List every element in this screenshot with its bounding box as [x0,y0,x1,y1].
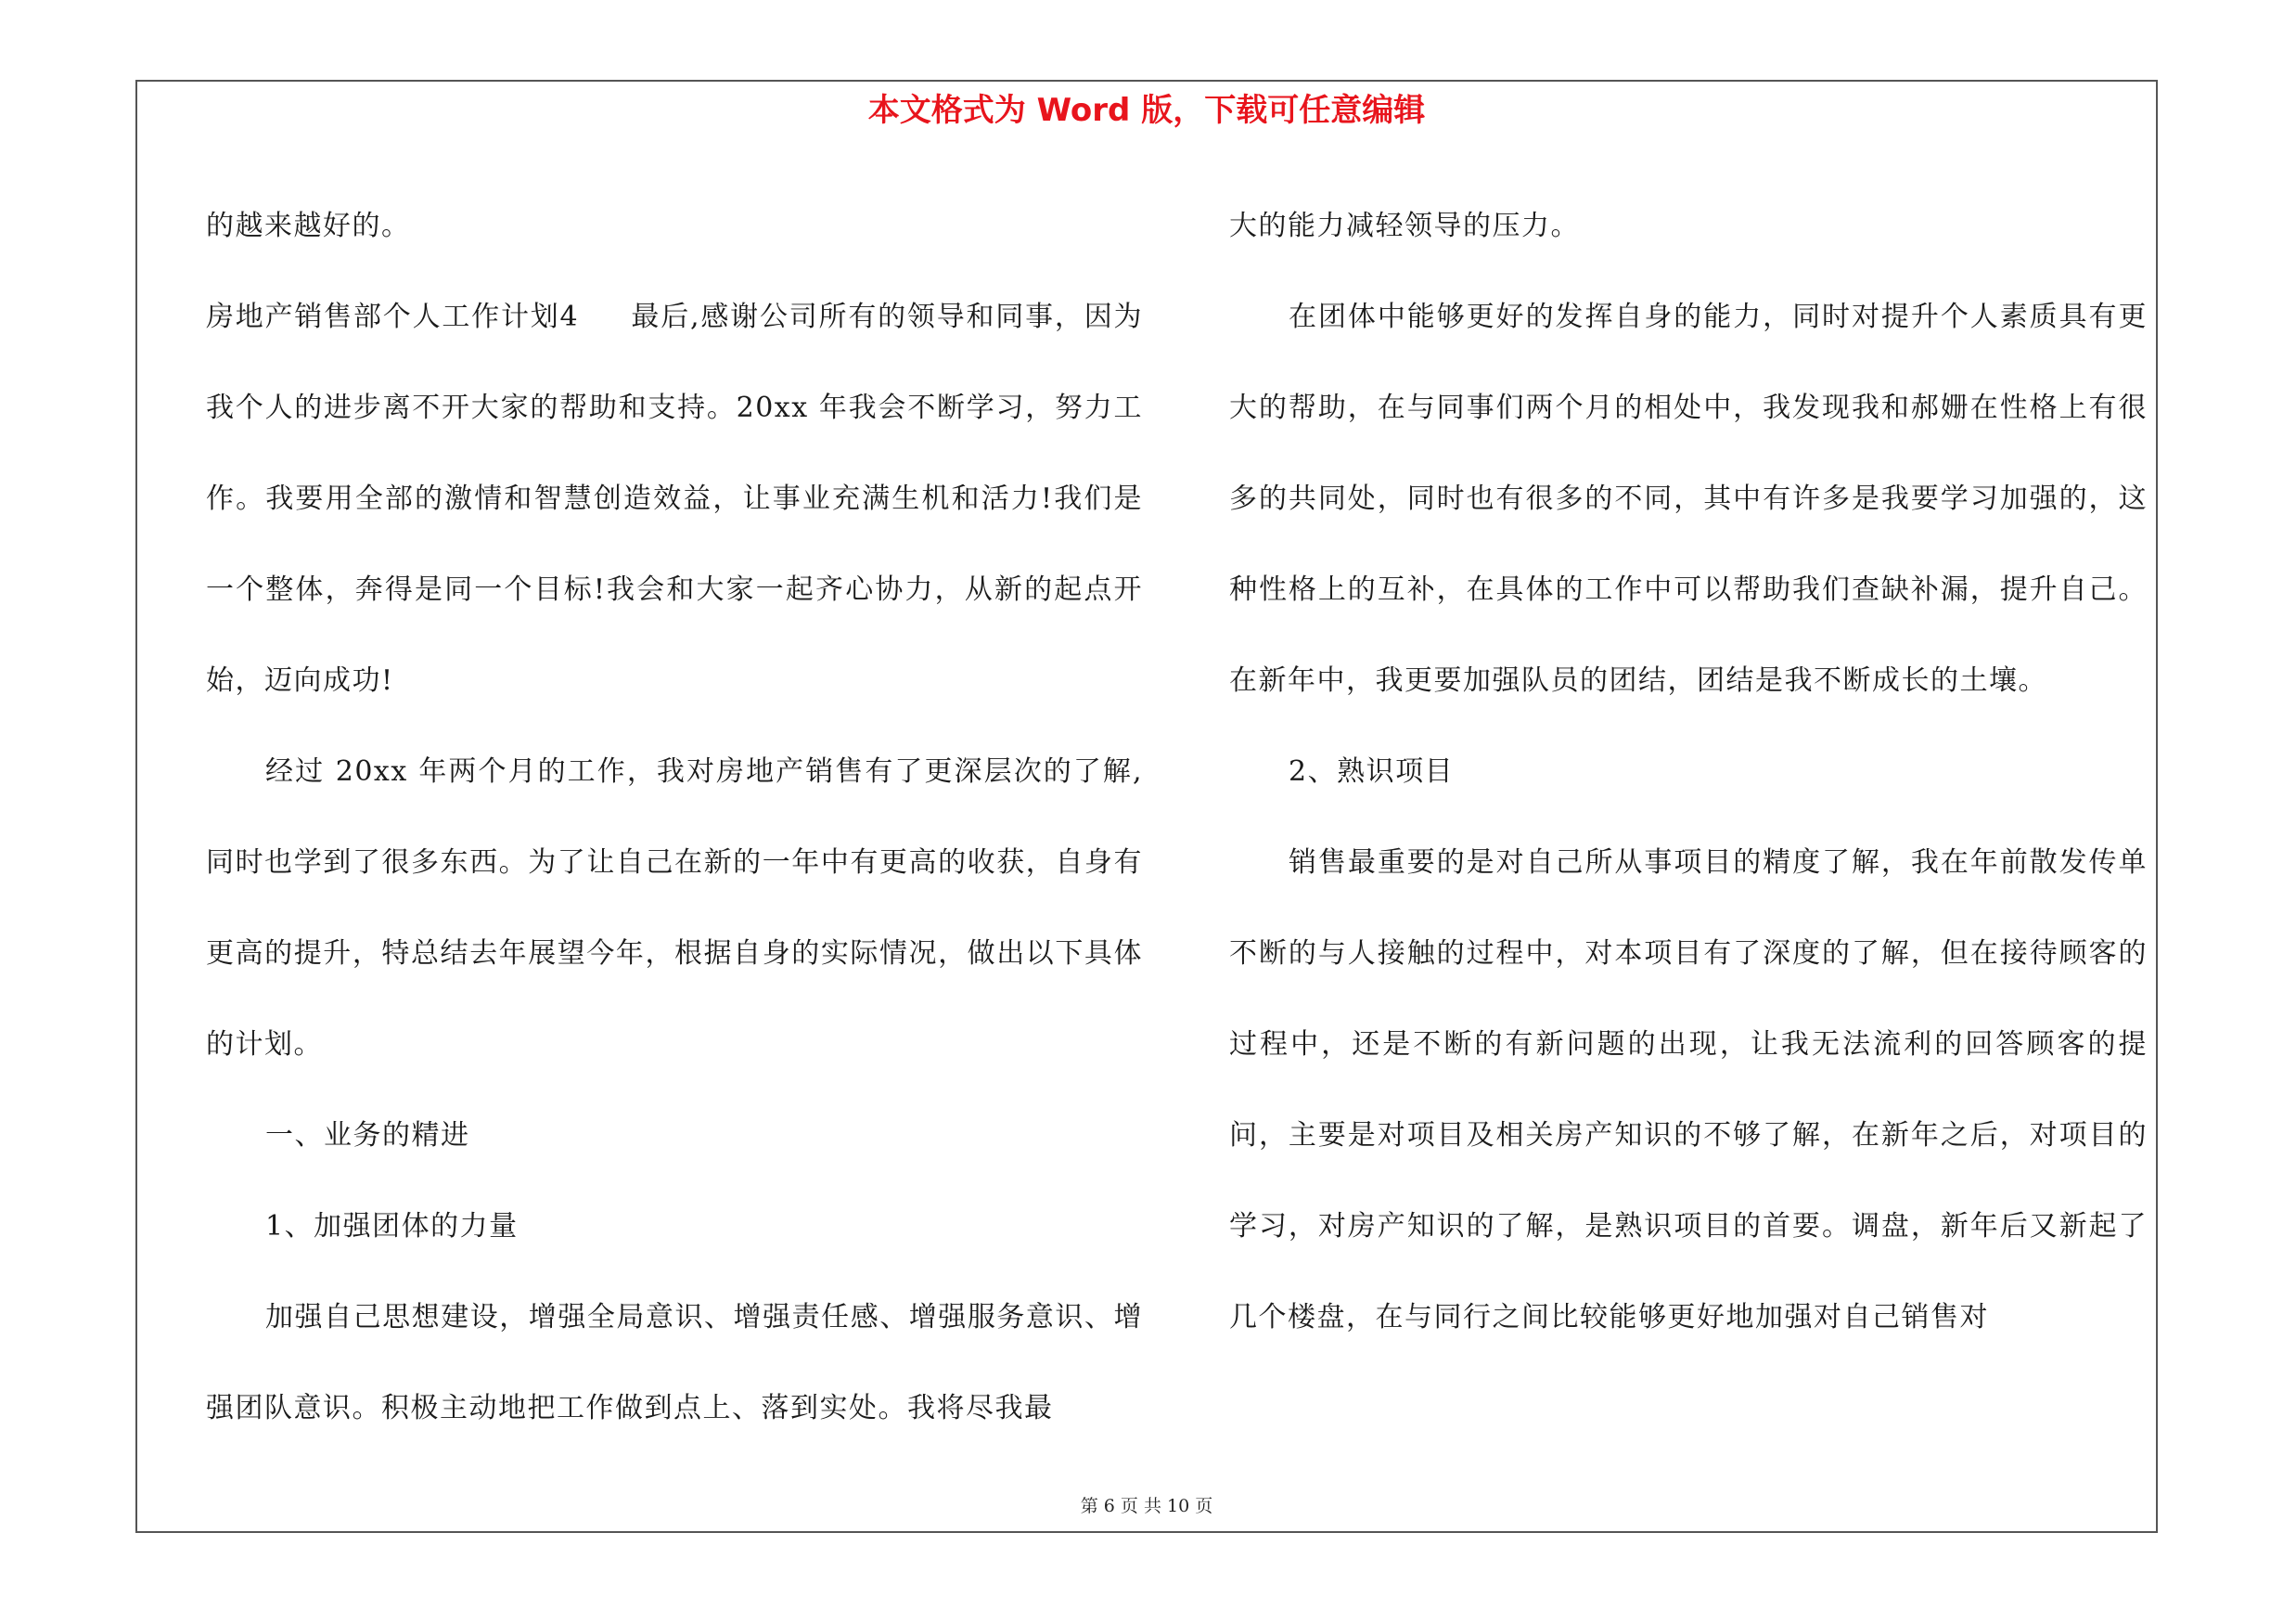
left-column [206,181,1143,1454]
subsection-heading: 2、熟识项目 [1289,755,1455,788]
paragraph: 大的能力减轻领导的压力。 [1229,210,1580,242]
paragraph: 销售最重要的是对自己所从事项目的精度了解，我在年前散发传单不断的与人接触的过程中，对本项目有了深度的了解，但在接待顾客的过程中，还是不断的有新问题的出现，让我无法流利的回答顾客的提问，主要是对项目及相关房产知识的不够了解，在新年之后，对项目的学习，对房产知识的了解，是熟识项目的首要。调盘，新年后又新起了几个楼盘，在与同行之间比较能够更好地加强对自己销售对 [1229,846,2148,1333]
paragraph: 经过 20xx 年两个月的工作，我对房地产销售有了更深层次的了解,同时也学到了很多东西。为了让自己在新的一年中有更高的收获，自身有更高的提升，特总结去年展望今年，根据自身的实际情况，做出以下具体的计划。 [206,755,1143,1061]
paragraph: 加强自己思想建设，增强全局意识、增强责任感、增强服务意识、增强团队意识。积极主动地把工作做到点上、落到实处。我将尽我最 [206,1301,1143,1424]
paragraph-with-heading [206,272,1143,727]
paragraph-body: 最后,感谢公司所有的领导和同事，因为我个人的进步离不开大家的帮助和支持。20xx 年我会不断学习，努力工作。我要用全部的激情和智慧创造效益，让事业充满生机和活力!我们是一个整体，奔得是同一个目标!我会和大家一起齐心协力，从新的起点开始，迈向成功! [206,301,1143,697]
page-number-footer: 第 6 页 共 10 页 [1080,1496,1213,1516]
right-column [1229,181,2148,1363]
section-heading: 房地产销售部个人工作计划4 [206,301,580,333]
section-heading: 一、业务的精进 [265,1119,470,1152]
word-format-banner: 本文格式为 Word 版，下载可任意编辑 [867,92,1426,129]
subsection-heading: 1、加强团体的力量 [265,1210,519,1243]
paragraph: 在团体中能够更好的发挥自身的能力，同时对提升个人素质具有更大的帮助，在与同事们两个月的相处中，我发现我和郝姗在性格上有很多的共同处，同时也有很多的不同，其中有许多是我要学习加强的，这种性格上的互补，在具体的工作中可以帮助我们查缺补漏，提升自己。在新年中，我更要加强队员的团结，团结是我不断成长的土壤。 [1229,301,2148,697]
paragraph: 的越来越好的。 [206,210,411,242]
